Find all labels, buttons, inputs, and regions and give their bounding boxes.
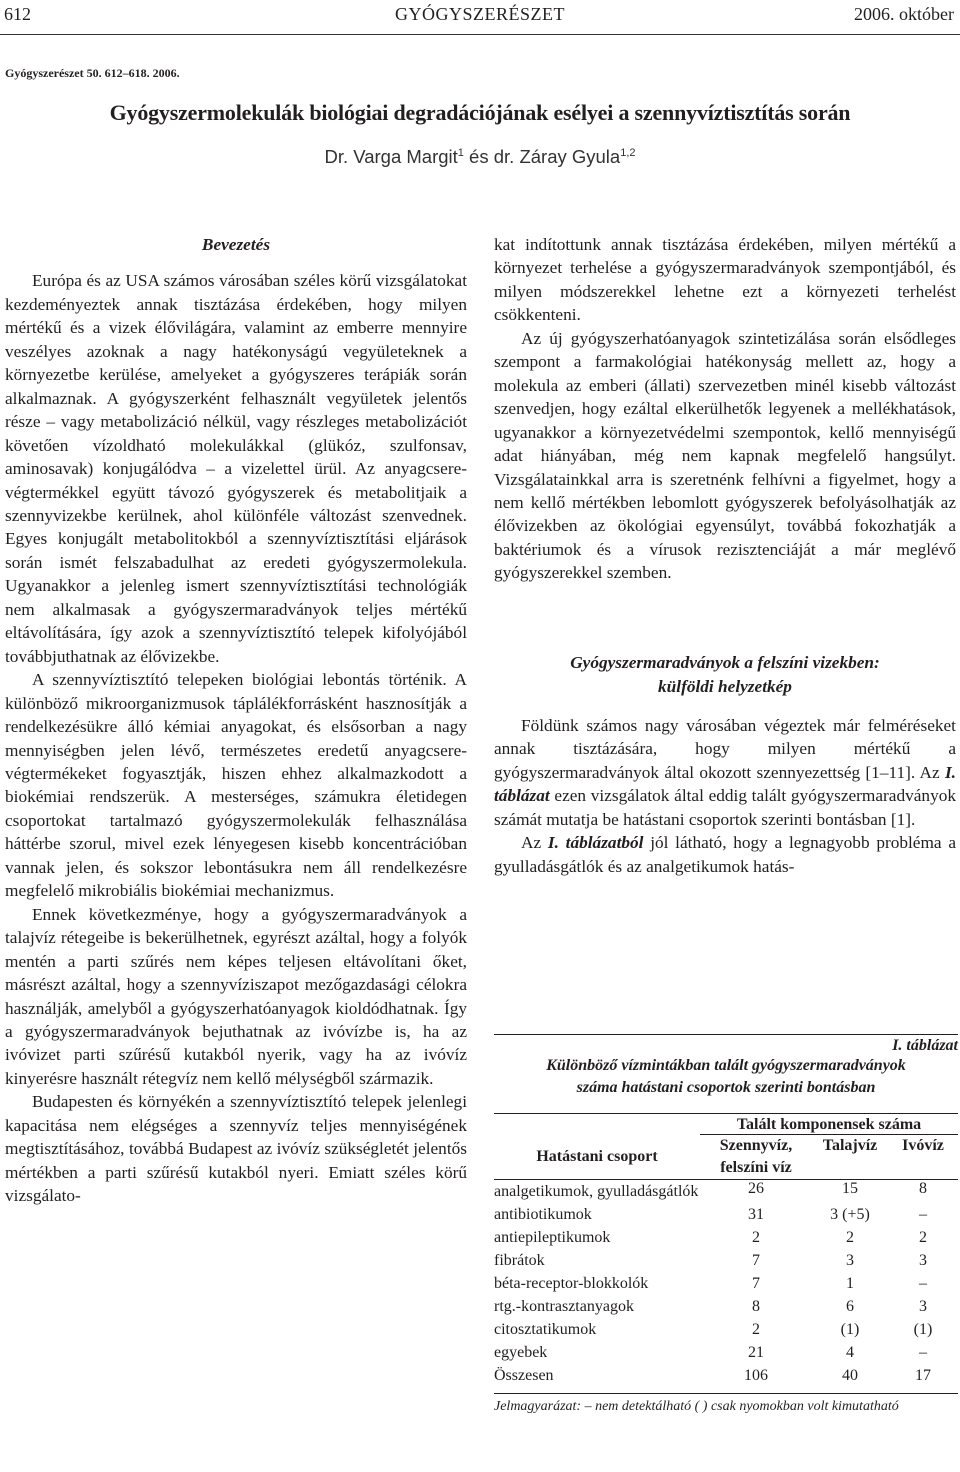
group-header: Talált komponensek száma [700, 1114, 958, 1135]
section-heading-surface-waters [494, 651, 956, 699]
intro-paragraph-2: A szennyvíztisztító telepeken biológiai lebontás történik. A különböző mikroorganizmusok táplálékforrásként hasznosítják a rendelkezésükre álló kémiai anyagokat, és elsősorban a nagy mennyiségben jelen lévő, természetes eredetű anyagcsere-végtermékeket fogyasztják, hiszen ehhez alkalmazkodott a biokémiai rendszerük. A mesterséges, számukra életidegen csoportokat tartalmazó gyógyszermolekulák felhasználása háttérbe szorul, mivel ezek lényegesen kisebb koncentrációban vannak jelen, és sokszor lebontásukra nem áll rendelkezésre megfelelő mikrobiális biokémiai mechanizmus. [5, 670, 467, 901]
table-row-total [494, 1364, 958, 1387]
table-label: I. táblázat [892, 1037, 958, 1054]
col-header-surface: Szennyvíz, felszíni víz [719, 1137, 793, 1176]
table-caption [494, 1055, 958, 1099]
cell-group: fibrátok [494, 1251, 545, 1269]
caption-line-1: Különböző vízmintákban talált gyógyszermaradványok [546, 1057, 906, 1074]
intro-paragraph-4: Budapesten és környékén a szennyvíztisztító telepek jelenlegi kapacitása nem elégséges a szennyvíz teljes mennyiségének megtisztításához, továbbá Budapest az ivóvíz szükségletét jelentős mértékben a parti szűrésű kutakból nyeri. Emiatt széles körű vizsgálato- [5, 1092, 467, 1206]
cell-ground: 3 [846, 1251, 854, 1269]
cell-surface: 7 [752, 1251, 760, 1269]
table-row [494, 1203, 958, 1226]
cell-group: egyebek [494, 1343, 548, 1361]
cell-drinking: 2 [919, 1228, 927, 1246]
section2-paragraph-2 [494, 831, 956, 878]
text-run: Földünk számos nagy városában végeztek már felméréseket annak tisztázására, hogy milyen mértékű a gyógyszermaradványok által okozott szennyezettség [1–11]. Az [494, 715, 956, 782]
table-legend: Jelmagyarázat: – nem detektálható ( ) csak nyomokban volt kimutatható [494, 1399, 899, 1414]
cell-ground: (1) [840, 1320, 860, 1338]
data-table [494, 1114, 958, 1387]
col-header-group: Hatástani csoport [536, 1147, 658, 1165]
table-column-header-row [494, 1135, 958, 1180]
table-row [494, 1295, 958, 1318]
table-row [494, 1341, 958, 1364]
cell-group: analgetikumok, gyulladásgátlók [494, 1183, 699, 1200]
author-2-affiliation: 1,2 [620, 146, 636, 159]
intro-paragraph-4-continued: kat indítottunk annak tisztázása érdekében, milyen mértékű a környezet terhelése a gyógyszermaradványok szempontjából, és milyen módszerekkel lehetne ezt a környezeti terhelést csökkenteni. [494, 235, 956, 325]
cell-group: béta-receptor-blokkolók [494, 1274, 649, 1292]
text-run: Az [521, 833, 548, 853]
intro-paragraph-5: Az új gyógyszerhatóanyagok szintetizálása során elsődleges szempont a farmakológiai hatékonyság mellett az, hogy a molekula az emberi (állati) szervezetben minél kisebb változást szenvedjen, hogy ezáltal elkerülhetők legyenek a mellékhatások, ugyanakkor a környezetvédelmi szempontok, kellő mennyiségű adat hiányában, még nem kapnak megfelelő hangsúlyt. Vizsgálatainkkal arra is szeretnénk felhívni a figyelmet, hogy a nem kellő mértékben lebomlott gyógyszerek befolyásolhatják az élővizekben az ökológiai egyensúlyt, továbbá fokozhatják a baktériumok és a vírusok rezisztenciáját a már meglévő gyógyszerekkel szemben. [494, 328, 956, 583]
author-1-affiliation: 1 [457, 146, 464, 159]
cell-surface: 106 [744, 1366, 768, 1384]
cell-ground: 3 (+5) [830, 1205, 870, 1223]
table-row [494, 1180, 958, 1204]
cell-group: rtg.-kontrasztanyagok [494, 1297, 634, 1315]
blank-header [494, 1114, 700, 1135]
cell-drinking: 8 [919, 1180, 927, 1197]
table-group-header-row [494, 1114, 958, 1135]
running-header [0, 0, 960, 35]
table-1 [494, 1034, 958, 1417]
author-1: Dr. Varga Margit [324, 146, 458, 167]
cell-ground: 1 [846, 1274, 854, 1292]
col-header-ground: Talajvíz [822, 1137, 878, 1154]
cell-group: Összesen [494, 1366, 554, 1384]
cell-surface: 21 [748, 1343, 764, 1361]
journal-name: GYÓGYSZERÉSZET [395, 4, 565, 24]
intro-paragraph-3: Ennek következménye, hogy a gyógyszermaradványok a talajvíz rétegeibe is bekerülhetnek, egyrészt azáltal, hogy a folyók mentén a parti szűrés nem képes teljesen eltávolítani őket, másrészt azáltal, hogy a szennyvíziszapot mezőgazdasági célokra használják, amelyből a gyógyszerhatóanyagok kioldódhatnak. Így a gyógyszermaradványok bejuthatnak az ivóvízbe is, ha az ivóvizet parti szűrésű kutakból nyerik, vagy ha az ivóvíz kinyerésre használt rétegvíz nem kellő mélységből származik. [5, 904, 467, 1088]
page-number: 612 [4, 4, 31, 24]
issue-date: 2006. október [854, 4, 954, 24]
cell-drinking: (1) [913, 1320, 933, 1338]
cell-group: antiepileptikumok [494, 1228, 611, 1246]
cell-drinking: 3 [919, 1297, 927, 1315]
cell-surface: 2 [752, 1228, 760, 1246]
col-header-drinking: Ivóvíz [902, 1137, 944, 1154]
heading-line-2: külföldi helyzetkép [658, 676, 792, 696]
text-run: ezen vizsgálatok által eddig talált gyógyszermaradványok számát mutatja be hatástani csoportok szerinti bontásban [1]. [494, 786, 956, 829]
cell-surface: 7 [752, 1274, 760, 1292]
cell-ground: 4 [846, 1343, 854, 1361]
legend-rule [494, 1393, 958, 1394]
left-column [5, 233, 467, 1208]
table-row [494, 1272, 958, 1295]
cell-group: antibiotikumok [494, 1205, 592, 1223]
cell-ground: 40 [842, 1366, 858, 1384]
citation: Gyógyszerészet 50. 612–618. 2006. [5, 66, 180, 80]
table-reference: I. táblázat [494, 762, 956, 806]
authors [0, 146, 960, 168]
cell-surface: 26 [748, 1180, 764, 1197]
article-title: Gyógyszermolekulák biológiai degradációjának esélyei a szennyvíztisztítás során [109, 100, 851, 125]
cell-surface: 2 [752, 1320, 760, 1338]
table-top-rule [494, 1034, 958, 1035]
cell-drinking: 17 [915, 1366, 931, 1384]
author-2: és dr. Záray Gyula [463, 146, 621, 167]
right-column [494, 233, 956, 878]
intro-paragraph-1: Európa és az USA számos városában széles körű vizsgálatokat kezdeményeztek annak tisztázása érdekében, hogy milyen mértékű és a vizek élővilágára, valamint az emberre mennyire veszélyes azoknak a nagy hatékonyságú vegyületeknek a környezetbe kerülése, amelyeket a gyógyszeres terápiák során alkalmaznak. A gyógyszerként felhasznált vegyületek jelentős része – vagy metabolizáció nélkül, vagy részleges metabolizációt követően vízoldható molekulákkal (glükóz, szulfonsav, aminosavak) konjugálódva – a vizelettel ürül. Az anyagcsere-végtermékkel együtt távozó gyógyszerek és metabolitjaik a szennyvizekbe kerülnek, ahol különféle változást szenvednek. Egyes konjugált metabolitokból a szennyvíztisztítási eljárások során ismét felszabadulhat az eredeti gyógyszermolekula. Ugyanakkor a jelenleg ismert szennyvíztisztítási technológiák nem alkalmasak a gyógyszermaradványok teljes mértékű eltávolítására, így azok a szennyvíztisztító telepek kifolyójából továbbjuthatnak az élővizekbe. [5, 271, 467, 666]
cell-group: citosztatikumok [494, 1320, 597, 1338]
section2-paragraph-1 [494, 714, 956, 831]
cell-drinking: – [919, 1205, 927, 1223]
cell-drinking: – [919, 1343, 927, 1361]
cell-surface: 8 [752, 1297, 760, 1315]
caption-line-2: száma hatástani csoportok szerinti bontásban [576, 1079, 876, 1096]
section-heading-intro: Bevezetés [201, 235, 271, 254]
cell-drinking: – [919, 1274, 927, 1292]
cell-ground: 2 [846, 1228, 854, 1246]
cell-ground: 6 [846, 1297, 854, 1315]
heading-line-1: Gyógyszermaradványok a felszíni vizekben: [570, 652, 880, 672]
table-row [494, 1318, 958, 1341]
text-run: jól látható, hogy a legnagyobb probléma a gyulladásgátlók és az analgetikumok hatás- [494, 833, 956, 876]
table-row [494, 1249, 958, 1272]
cell-surface: 31 [748, 1205, 764, 1223]
table-row [494, 1226, 958, 1249]
cell-ground: 15 [842, 1180, 858, 1197]
table-reference: I. táblázatból [547, 833, 644, 853]
cell-drinking: 3 [919, 1251, 927, 1269]
